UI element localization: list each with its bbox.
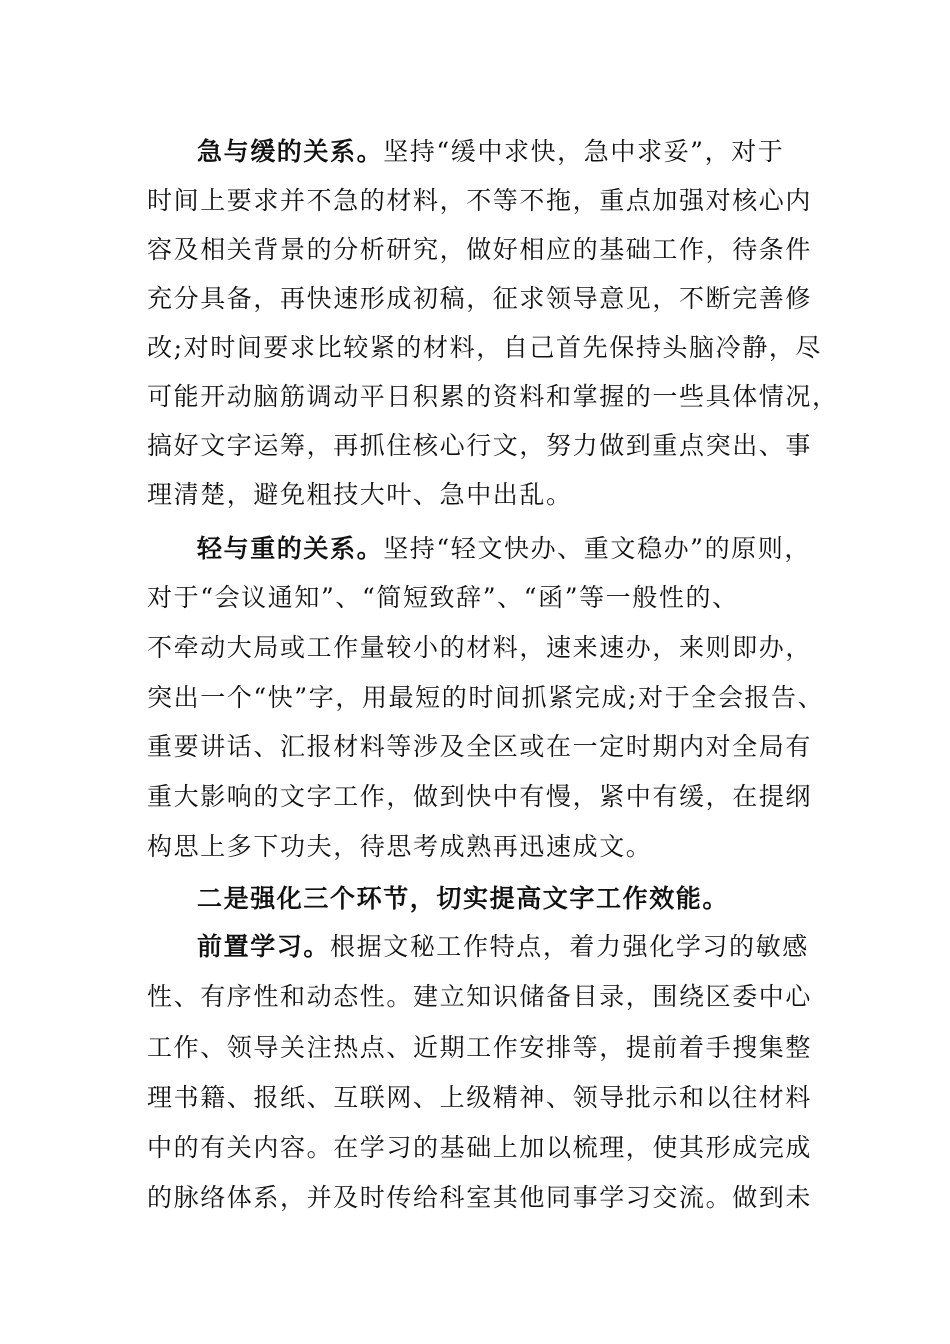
paragraph-line: 重大影响的文字工作，做到快中有慢，紧中有缓，在提纲 — [147, 782, 813, 811]
paragraph-line: 改;对时间要求比较紧的材料，自己首先保持头脑冷静，尽 — [147, 333, 823, 362]
paragraph-line: 对于“会议通知”、“简短致辞”、“函”等一般性的、 — [147, 583, 739, 612]
paragraph-line: 理清楚，避免粗技大叶、急中出乱。 — [147, 480, 573, 509]
paragraph-line: 中的有关内容。在学习的基础上加以梳理，使其形成完成 — [147, 1133, 813, 1162]
paragraph-line: 充分具备，再快速形成初稿，征求领导意见，不断完善修 — [147, 284, 813, 313]
paragraph-line: 容及相关背景的分析研究，做好相应的基础工作，待条件 — [147, 235, 813, 264]
paragraph-line: 可能开动脑筋调动平日积累的资料和掌握的一些具体情况， — [147, 382, 839, 411]
paragraph-heading: 轻与重的关系。 — [197, 534, 384, 563]
paragraph-text: 根据文秘工作特点，着力强化学习的敏感 — [330, 932, 809, 961]
paragraph-heading: 急与缓的关系。 — [197, 137, 384, 166]
paragraph-line: 工作、领导关注热点、近期工作安排等，提前着手搜集整 — [147, 1033, 813, 1062]
paragraph-line: 性、有序性和动态性。建立知识储备目录，围绕区委中心 — [147, 982, 813, 1011]
paragraph-first-line — [197, 929, 877, 965]
paragraph-line: 理书籍、报纸、互联网、上级精神、领导批示和以往材料 — [147, 1083, 813, 1112]
paragraph-text: 坚持“轻文快办、重文稳办”的原则， — [383, 534, 811, 563]
paragraph-text: 坚持“缓中求快，急中求妥”，对于 — [383, 137, 785, 166]
paragraph-line: 重要讲话、汇报材料等涉及全区或在一定时期内对全局有 — [147, 732, 813, 761]
paragraph-line: 的脉络体系，并及时传给科室其他同事学习交流。做到未 — [147, 1183, 813, 1212]
paragraph-line: 突出一个“快”字，用最短的时间抓紧完成;对于全会报告、 — [147, 683, 825, 712]
paragraph-line: 构思上多下功夫，待思考成熟再迅速成文。 — [147, 832, 653, 861]
paragraph-line: 不牵动大局或工作量较小的材料，速来速办，来则即办， — [147, 633, 813, 662]
section-heading: 二是强化三个环节，切实提高文字工作效能。 — [197, 884, 730, 913]
paragraph-first-line — [197, 134, 877, 170]
paragraph-first-line — [197, 531, 877, 567]
paragraph-heading: 前置学习。 — [197, 932, 331, 961]
paragraph-line: 搞好文字运筹，再抓住核心行文，努力做到重点突出、事 — [147, 431, 813, 460]
paragraph-line: 时间上要求并不急的材料，不等不拖，重点加强对核心内 — [147, 186, 813, 215]
